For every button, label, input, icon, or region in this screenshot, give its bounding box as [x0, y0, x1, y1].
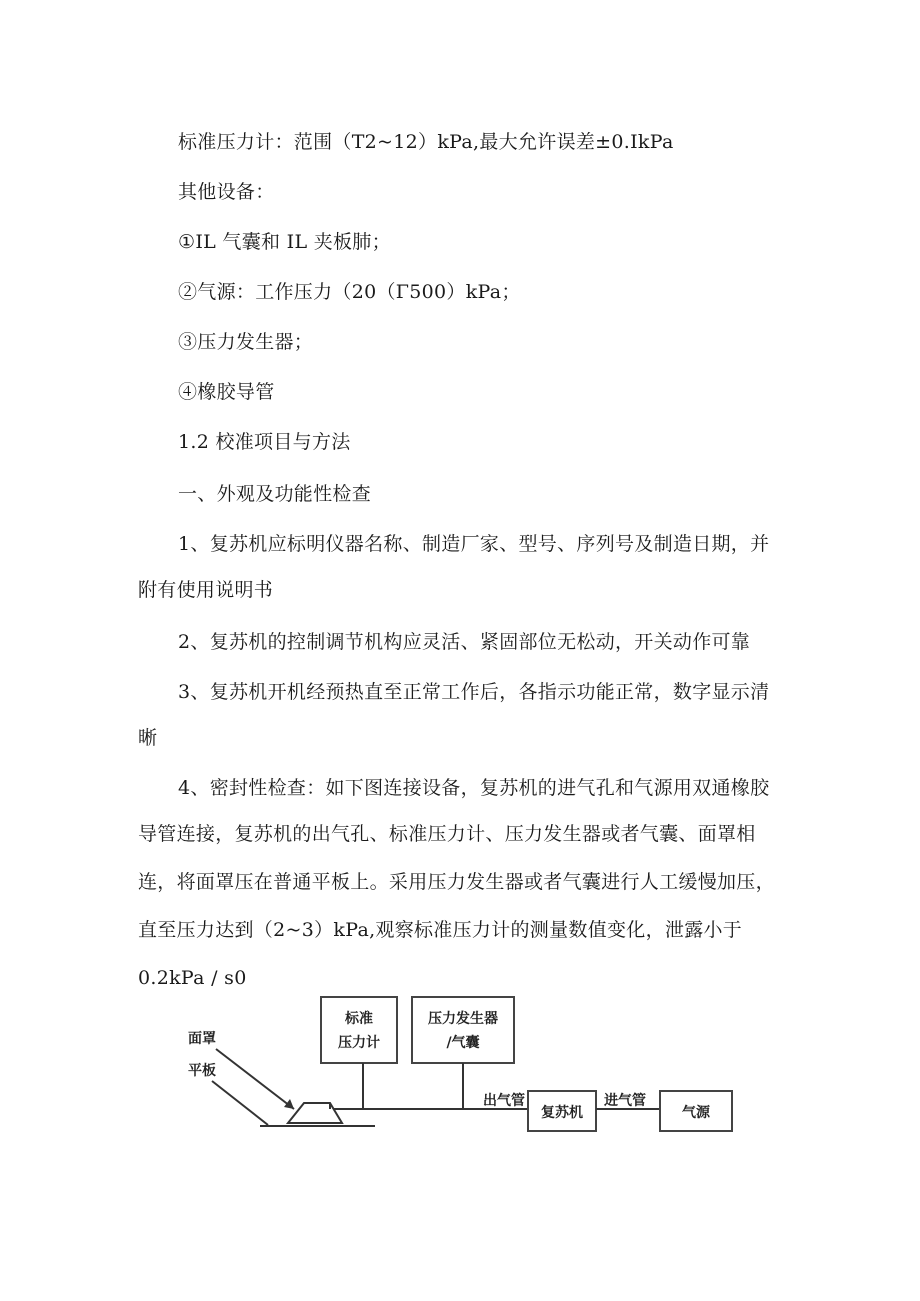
pressure-generator-label-1: 压力发生器 [428, 1011, 498, 1027]
subsection-heading: 一、外观及功能性检查 [178, 483, 372, 505]
standard-gauge-box [321, 997, 397, 1063]
pressure-generator-label-2: /气囊 [446, 1035, 480, 1051]
resuscitator-label: 复苏机 [541, 1105, 583, 1121]
mask-shape [288, 1103, 342, 1123]
text-line-3: ①IL 气囊和 IL 夹板肺； [178, 231, 391, 253]
plate-leader-line [212, 1081, 268, 1125]
gas-source-label: 气源 [682, 1105, 710, 1121]
mask-label: 面罩 [188, 1031, 216, 1047]
mask-arrowhead [284, 1099, 294, 1109]
connection-diagram [180, 985, 740, 1135]
paragraph-1-line-2: 附有使用说明书 [138, 579, 274, 601]
paragraph-3-line-1: 3、复苏机开机经预热直至正常工作后，各指示功能正常，数字显示清 [178, 681, 770, 703]
standard-gauge-label-1: 标准 [345, 1011, 373, 1027]
paragraph-4-line-1: 4、密封性检查：如下图连接设备，复苏机的进气孔和气源用双通橡胶 [178, 777, 770, 799]
paragraph-3-line-2: 晰 [138, 727, 158, 749]
outlet-pipe-label: 出气管 [483, 1093, 525, 1109]
pressure-generator-box [412, 997, 514, 1063]
section-heading: 1.2 校准项目与方法 [178, 431, 351, 453]
paragraph-4-line-2: 导管连接，复苏机的出气孔、标准压力计、压力发生器或者气囊、面罩相 [138, 823, 756, 845]
paragraph-4-line-3: 连，将面罩压在普通平板上。采用压力发生器或者气囊进行人工缓慢加压， [138, 871, 775, 893]
standard-gauge-label-2: 压力计 [338, 1035, 380, 1051]
inlet-pipe-label: 进气管 [604, 1093, 646, 1109]
paragraph-2: 2、复苏机的控制调节机构应灵活、紧固部位无松动，开关动作可靠 [178, 631, 751, 653]
text-line-2: 其他设备： [178, 181, 275, 203]
text-line-4: ②气源：工作压力（20（Γ500）kPa； [178, 281, 521, 303]
text-line-5: ③压力发生器； [178, 331, 314, 353]
plate-label: 平板 [188, 1063, 216, 1079]
text-line-6: ④橡胶导管 [178, 381, 275, 403]
paragraph-1-line-1: 1、复苏机应标明仪器名称、制造厂家、型号、序列号及制造日期，并 [178, 533, 770, 555]
paragraph-4-line-5: 0.2kPa / s0 [138, 967, 247, 989]
text-line-1: 标准压力计：范围（T2~12）kPa,最大允许误差±0.IkPa [178, 131, 674, 153]
mask-leader-line [216, 1049, 294, 1109]
paragraph-4-line-4: 直至压力达到（2~3）kPa,观察标准压力计的测量数值变化，泄露小于 [138, 919, 743, 941]
